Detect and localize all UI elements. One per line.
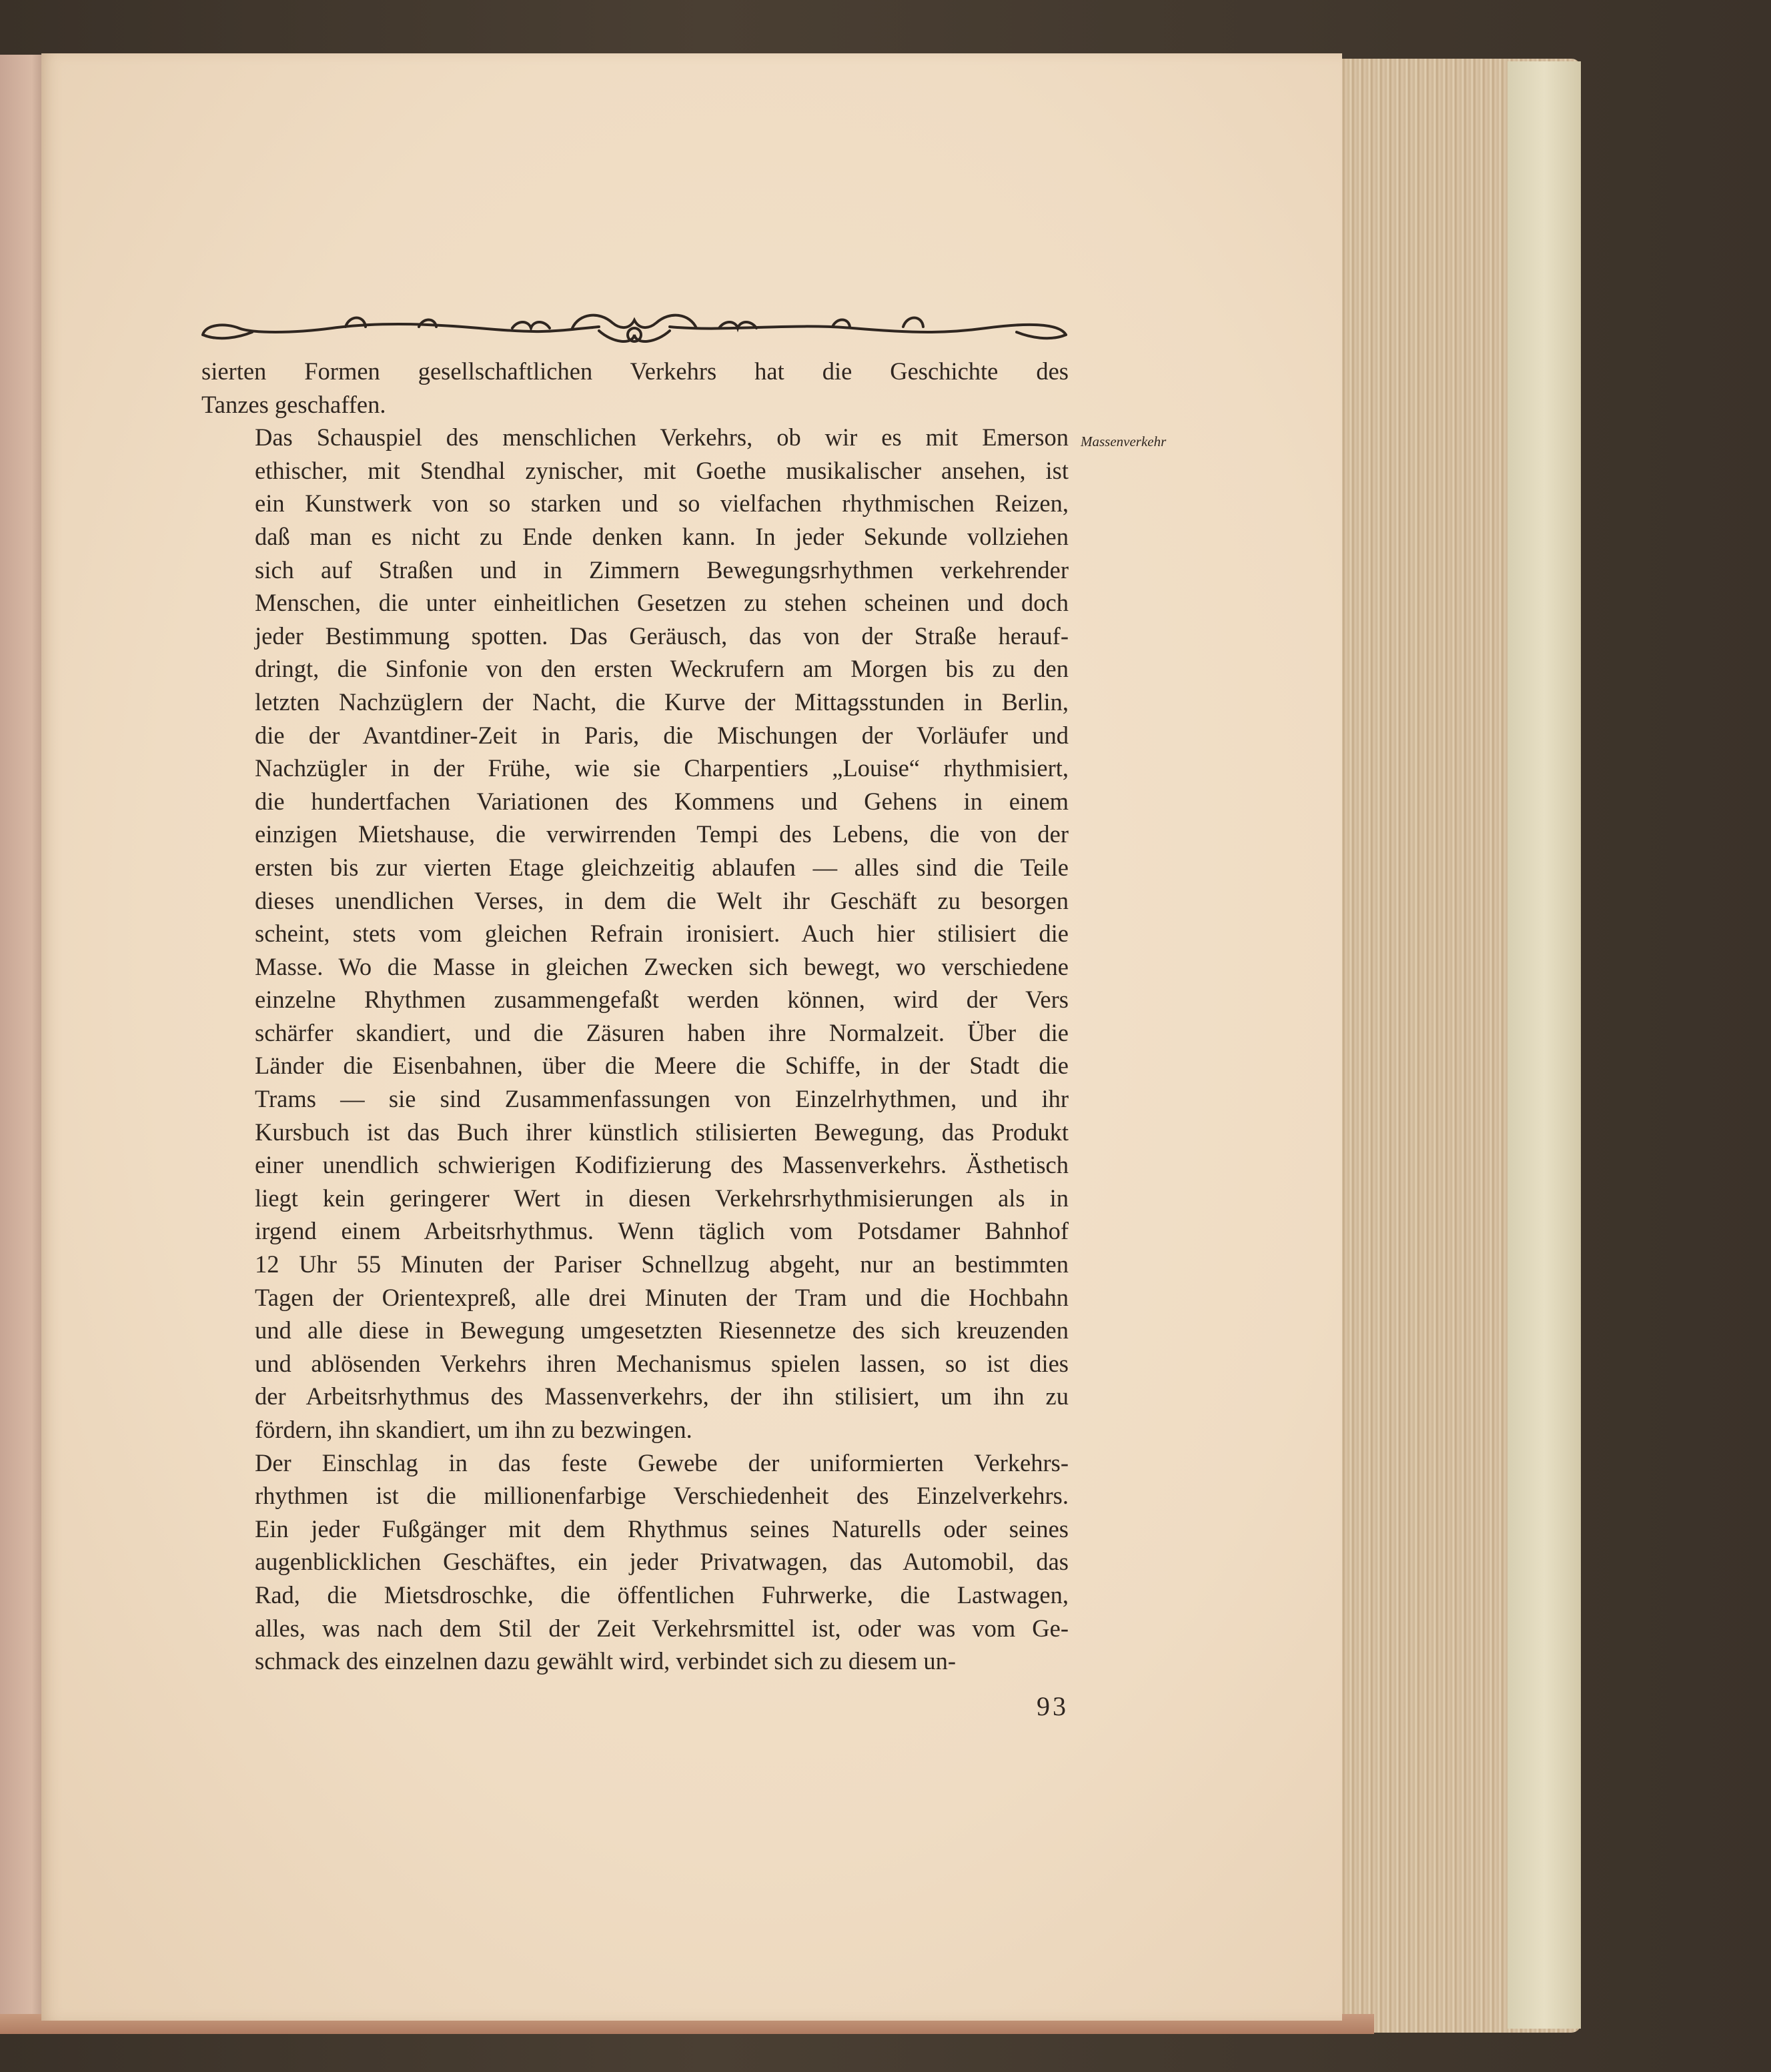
text-line: sich auf Straßen und in Zimmern Bewegungsrhythmen verkehrender [255, 556, 1069, 584]
text-line: alles, was nach dem Stil der Zeit Verkehrsmittel ist, oder was vom Ge- [255, 1614, 1069, 1642]
text-line: Masse. Wo die Masse in gleichen Zwecken sich bewegt, wo verschiedene [255, 952, 1069, 980]
text-line: schärfer skandiert, und die Zäsuren haben ihre Normalzeit. Über die [255, 1018, 1069, 1046]
text-line: dringt, die Sinfonie von den ersten Weckrufern am Morgen bis zu den [255, 655, 1069, 683]
text-line: irgend einem Arbeitsrhythmus. Wenn täglich vom Potsdamer Bahnhof [255, 1217, 1069, 1245]
text-line: Länder die Eisenbahnen, über die Meere die Schiffe, in der Stadt die [255, 1052, 1069, 1080]
text-line: Tagen der Orientexpreß, alle drei Minuten der Tram und die Hochbahn [255, 1283, 1069, 1311]
text-line: ersten bis zur vierten Etage gleichzeitig ablaufen — alles sind die Teile [255, 853, 1069, 881]
page-number: 93 [1037, 1691, 1069, 1721]
text-line: liegt kein geringerer Wert in diesen Verkehrsrhythmisierungen als in [255, 1184, 1069, 1212]
paragraph [201, 1446, 1069, 1678]
left-page-edge [0, 55, 45, 2029]
text-line: einzelne Rhythmen zusammengefaßt werden können, wird der Vers [255, 986, 1069, 1014]
text-line: Das Schauspiel des menschlichen Verkehrs, ob wir es mit Emerson [255, 423, 1069, 451]
book-page [41, 53, 1342, 2021]
decorative-scroll-ornament-icon [199, 308, 1070, 347]
paragraph [201, 421, 1069, 1446]
text-line: letzten Nachzüglern der Nacht, die Kurve der Mittagsstunden in Berlin, [255, 688, 1069, 716]
text-line: ethischer, mit Stendhal zynischer, mit Goethe musikalischer ansehen, ist [255, 456, 1069, 484]
text-line: der Arbeitsrhythmus des Massenverkehrs, der ihn stilisiert, um ihn zu [255, 1382, 1069, 1410]
text-line: rhythmen ist die millionenfarbige Verschiedenheit des Einzelverkehrs. [255, 1482, 1069, 1510]
text-line: ein Kunstwerk von so starken und so vielfachen rhythmischen Reizen, [255, 489, 1069, 517]
text-line: augenblicklichen Geschäftes, ein jeder Privatwagen, das Automobil, das [255, 1548, 1069, 1576]
text-line: scheint, stets vom gleichen Refrain ironisiert. Auch hier stilisiert die [255, 920, 1069, 948]
paragraph [201, 355, 1069, 421]
text-line: Menschen, die unter einheitlichen Gesetzen zu stehen scheinen und doch [255, 589, 1069, 617]
text-line: jeder Bestimmung spotten. Das Geräusch, das von der Straße herauf- [255, 622, 1069, 650]
text-line: und alle diese in Bewegung umgesetzten Riesennetze des sich kreuzenden [255, 1316, 1069, 1344]
text-line: sierten Formen gesellschaftlichen Verkehrs hat die Geschichte des [201, 357, 1069, 385]
text-line: einer unendlich schwierigen Kodifizierung des Massenverkehrs. Ästhetisch [255, 1151, 1069, 1179]
text-line: Ein jeder Fußgänger mit dem Rhythmus seines Naturells oder seines [255, 1514, 1069, 1542]
text-line: daß man es nicht zu Ende denken kann. In jeder Sekunde vollziehen [255, 522, 1069, 550]
text-line: dieses unendlichen Verses, in dem die Welt ihr Geschäft zu besorgen [255, 886, 1069, 914]
body-text [201, 355, 1069, 1678]
text-line: Trams — sie sind Zusammenfassungen von Einzelrhythmen, und ihr [255, 1085, 1069, 1113]
text-line: schmack des einzelnen dazu gewählt wird, verbindet sich zu diesem un- [255, 1647, 957, 1675]
text-line: die der Avantdiner-Zeit in Paris, die Mischungen der Vorläufer und [255, 721, 1069, 749]
text-line: Nachzügler in der Frühe, wie sie Charpentiers „Louise“ rhythmisiert, [255, 754, 1069, 782]
text-line: Rad, die Mietsdroschke, die öffentlichen Fuhrwerke, die Lastwagen, [255, 1581, 1069, 1609]
marginal-note: Massenverkehr [1081, 433, 1167, 449]
back-cover-edge [1508, 61, 1581, 2029]
text-line: die hundertfachen Variationen des Kommens und Gehens in einem [255, 787, 1069, 815]
text-line: einzigen Mietshause, die verwirrenden Tempi des Lebens, die von der [255, 820, 1069, 848]
text-line: fördern, ihn skandiert, um ihn zu bezwingen. [255, 1416, 692, 1443]
text-line: Tanzes geschaffen. [201, 390, 386, 418]
text-line: und ablösenden Verkehrs ihren Mechanismus spielen lassen, so ist dies [255, 1349, 1069, 1377]
text-line: Der Einschlag in das feste Gewebe der uniformierten Verkehrs- [255, 1448, 1069, 1476]
text-line: Kursbuch ist das Buch ihrer künstlich stilisierten Bewegung, das Produkt [255, 1118, 1069, 1146]
text-line: 12 Uhr 55 Minuten der Pariser Schnellzug abgeht, nur an bestimmten [255, 1250, 1069, 1278]
